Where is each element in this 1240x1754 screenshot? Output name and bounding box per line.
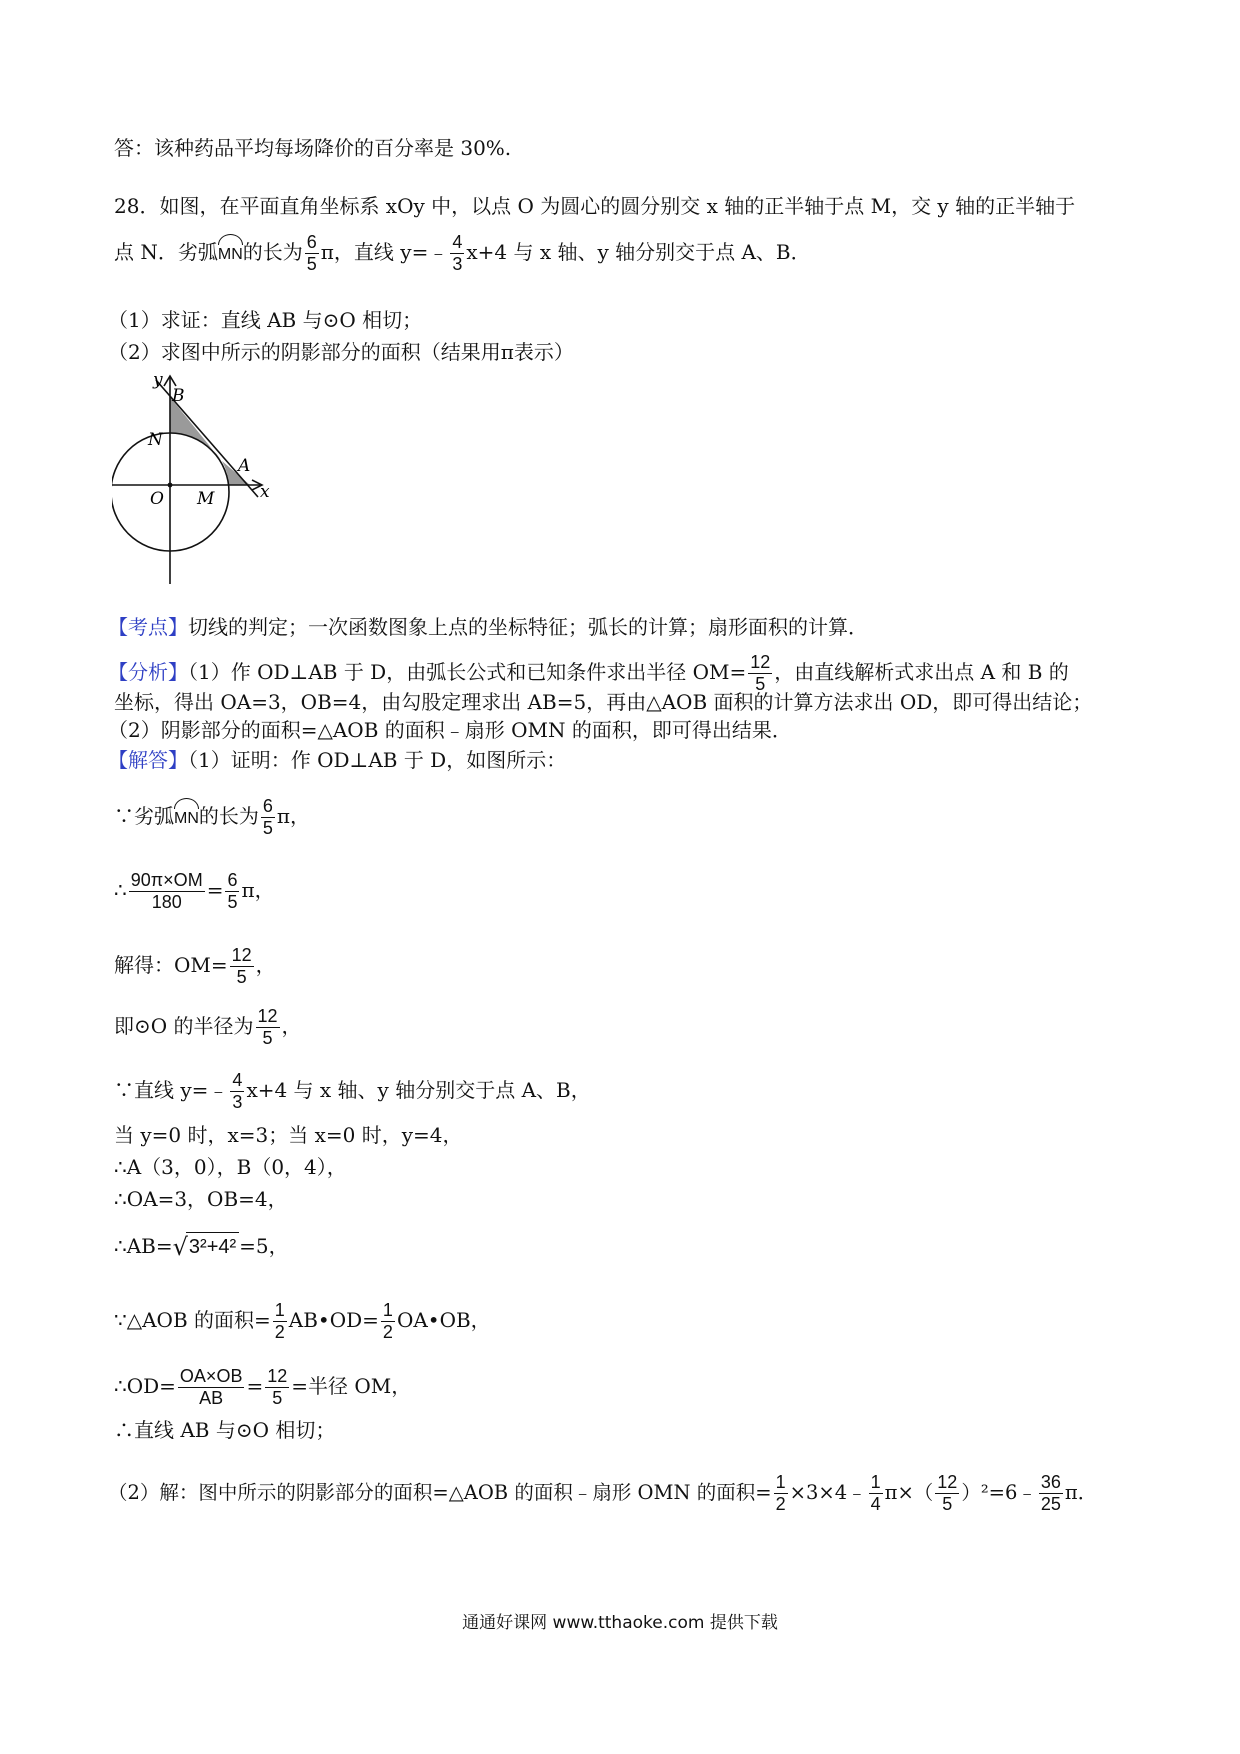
fraction: $\frac{12}{5}$	[937, 1472, 958, 1514]
fraction: $\frac{6}{5}$	[262, 796, 273, 838]
answer-line: 答：该种药品平均每场降价的百分率是 30%.	[114, 136, 512, 160]
fraction: $\frac{1}{2}$	[382, 1300, 393, 1342]
fenxi-line-2: 坐标，得出 OA=3，OB=4，由勾股定理求出 AB=5，再由△AOB 面积的计算方法求出 OD，即可得出结论；	[114, 690, 1093, 714]
label-y: y	[153, 372, 163, 390]
fraction: $\frac{OA\times OB}{AB}$	[179, 1366, 243, 1408]
fraction: $\frac{1}{2}$	[775, 1472, 786, 1514]
fraction: $\frac{12}{5}$	[231, 945, 252, 987]
solution-step-1: ∵劣弧MN的长为 $\frac{6}{5}$ π，	[114, 796, 311, 838]
fraction: $\frac{12}{5}$	[750, 652, 771, 694]
fraction: $\frac{90\pi\times OM}{180}$	[130, 870, 203, 912]
solution-step-4: 即⊙O 的半径为 $\frac{12}{5}$ ，	[114, 1006, 302, 1048]
label-a: A	[238, 456, 251, 476]
solution-step-7: ∴A（3，0），B（0，4），	[114, 1155, 347, 1179]
solution-step-6: 当 y=0 时，x=3；当 x=0 时，y=4，	[114, 1123, 463, 1147]
fraction: $\frac{6}{5}$	[227, 870, 238, 912]
geometry-figure	[112, 372, 312, 594]
jieda-tag: 【解答】	[108, 748, 188, 772]
solution-step-8: ∴OA=3，OB=4，	[114, 1187, 288, 1211]
fraction: $\frac{1}{4}$	[870, 1472, 881, 1514]
solution-step-2: ∴ $\frac{90\pi\times OM}{180}$ = $\frac{6}{5}$ π，	[114, 870, 275, 912]
solution-step-3: 解得：OM= $\frac{12}{5}$ ，	[114, 945, 276, 987]
origin-dot	[168, 483, 173, 488]
solution-step-11: ∴OD= $\frac{OA\times OB}{AB}$ = $\frac{12}{5}$ =半径 OM，	[114, 1366, 412, 1408]
fraction: $\frac{12}{5}$	[267, 1366, 288, 1408]
label-x: x	[260, 482, 270, 502]
question-1: （1）求证：直线 AB 与⊙O 相切；	[108, 308, 423, 332]
solution-step-5: ∵直线 y=﹣ $\frac{4}{3}$ x+4 与 x 轴、y 轴分别交于点 A、B，	[114, 1070, 591, 1112]
fraction: $\frac{4}{3}$	[232, 1070, 243, 1112]
kaodian-line: 【考点】切线的判定；一次函数图象上点的坐标特征；弧长的计算；扇形面积的计算．	[108, 615, 868, 639]
label-o: O	[150, 489, 164, 509]
shaded-region-upper	[170, 397, 221, 460]
fenxi-tag: 【分析】	[108, 660, 188, 684]
arc-mn: MN	[174, 798, 199, 833]
problem-line-1: 28．如图，在平面直角坐标系 xOy 中，以点 O 为圆心的圆分别交 x 轴的正半轴于点 M，交 y 轴的正半轴于	[114, 194, 1076, 218]
label-b: B	[172, 386, 185, 406]
fraction: $\frac{1}{2}$	[274, 1300, 285, 1342]
fraction: $\frac{4}{3}$	[452, 232, 463, 274]
solution-step-12: ∴直线 AB 与⊙O 相切；	[114, 1418, 336, 1442]
page-footer: 通通好课网 www.tthaoke.com 提供下载	[462, 1613, 778, 1633]
label-m: M	[197, 489, 215, 509]
fenxi-line-3: （2）阴影部分的面积=△AOB 的面积﹣扇形 OMN 的面积，即可得出结果．	[108, 718, 792, 742]
radicand: 3²+4²	[186, 1232, 239, 1261]
sqrt-sign: √	[172, 1233, 188, 1261]
problem-line-2: 点 N．劣弧MN的长为 $\frac{6}{5}$ π，直线 y=﹣ $\frac{4}{3}$ x+4 与 x 轴、y 轴分别交于点 A、B．	[114, 232, 811, 274]
jieda-head: 【解答】（1）证明：作 OD⊥AB 于 D，如图所示：	[108, 748, 567, 772]
kaodian-tag: 【考点】	[108, 615, 188, 639]
fraction: $\frac{6}{5}$	[306, 232, 317, 274]
arc-mn: MN	[218, 234, 243, 269]
question-2: （2）求图中所示的阴影部分的面积（结果用π表示）	[108, 340, 574, 364]
solution-step-9: ∴AB=√3²+4² =5，	[114, 1233, 289, 1261]
fraction: $\frac{12}{5}$	[257, 1006, 278, 1048]
solution-step-10: ∵△AOB 的面积= $\frac{1}{2}$ AB•OD= $\frac{1}{2}$ OA•OB，	[114, 1300, 491, 1342]
solution-part-2: （2）解：图中所示的阴影部分的面积=△AOB 的面积﹣扇形 OMN 的面积= $\frac{1}{2}$ ×3×4﹣ $\frac{1}{4}$ π×（ $\frac{12}{5}$ ）²=6﹣ $\frac{36}{25}$ π．	[108, 1472, 1098, 1514]
label-n: N	[148, 430, 163, 450]
fraction: $\frac{36}{25}$	[1040, 1472, 1061, 1514]
fenxi-line-1: 【分析】（1）作 OD⊥AB 于 D，由弧长公式和已知条件求出半径 OM= $\frac{12}{5}$ ，由直线解析式求出点 A 和 B 的	[108, 652, 1069, 694]
